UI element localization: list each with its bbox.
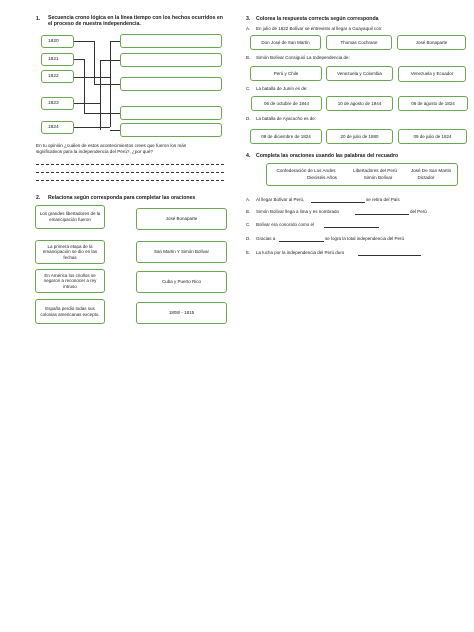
- sentence-text: del Perú: [410, 209, 427, 214]
- word-bank-item: Libertadores del Perú: [353, 168, 397, 173]
- answer-line[interactable]: [36, 172, 224, 173]
- year-box-1822: 1822: [41, 70, 74, 83]
- sentence-blank[interactable]: [324, 227, 379, 228]
- section2-title: Relaciona según corresponda para completar las oraciones: [48, 195, 196, 201]
- word-bank-item: Confederación de Los Andes: [276, 168, 336, 173]
- answer-option[interactable]: Thomas Cochrane: [326, 35, 392, 50]
- event-answer-box[interactable]: [120, 34, 222, 48]
- word-bank-item: Simón Bolívar: [363, 175, 393, 180]
- section1-title-line2: el proceso de nuestra independencia.: [48, 21, 141, 28]
- opinion-line2: significativos para la independencia del Perú?, ¿por qué?: [36, 149, 153, 154]
- section1-title-line1: Secuencia crono lógica en la línea tiempo con los hechos ocurridos en: [48, 15, 223, 21]
- connector-line: [100, 60, 101, 130]
- answer-line[interactable]: [36, 164, 224, 165]
- connector-line: [100, 60, 120, 61]
- question-letter: A.: [246, 26, 251, 31]
- section1-title: [48, 15, 238, 28]
- question-letter: B.: [246, 55, 251, 60]
- sentence-letter: C.: [246, 222, 251, 227]
- sentence-text: se retira del País: [366, 197, 400, 202]
- section3-number: 3.: [246, 16, 251, 22]
- sentence-letter: B.: [246, 209, 251, 214]
- sentence-blank[interactable]: [355, 214, 409, 215]
- sentence-blank[interactable]: [311, 202, 365, 203]
- word-bank-item: Dieciséis Años: [307, 175, 337, 180]
- question-text: En julio de 1822 Bolívar se entrevisto al llegar a Guayaquil con:: [256, 26, 383, 31]
- match-right-box: Cuba y Puerto Rico: [136, 271, 227, 293]
- section3-title: Colorea la respuesta correcta según corresponda: [256, 16, 379, 22]
- section1-number: 1.: [36, 16, 41, 22]
- answer-option[interactable]: 09 de diciembre de 1824: [250, 129, 322, 144]
- word-bank: [266, 163, 458, 186]
- event-answer-box[interactable]: [120, 123, 222, 137]
- year-box-1821: 1821: [41, 53, 74, 66]
- connector-line: [74, 127, 110, 128]
- answer-line[interactable]: [36, 180, 224, 181]
- answer-option[interactable]: Don José de San Martin: [250, 35, 321, 50]
- sentence-text: Bolívar era conocido como el: [256, 222, 315, 227]
- section2-number: 2.: [36, 195, 41, 201]
- question-letter: D.: [246, 116, 251, 121]
- match-right-box: San Martin Y Simón Bolívar: [136, 241, 227, 263]
- connector-line: [110, 41, 120, 42]
- connector-line: [84, 59, 85, 113]
- answer-option[interactable]: 09 de julio de 1824: [398, 129, 467, 144]
- event-answer-box[interactable]: [120, 106, 222, 120]
- answer-option[interactable]: 10 de agosto de 1944: [326, 96, 393, 111]
- question-text: Simón Bolívar Consiguió La Independencia de:: [256, 55, 350, 60]
- question-text: La batalla de Junín es de:: [256, 86, 308, 91]
- match-left-box: Los grandes libertadores de la emancipación fueron: [35, 205, 105, 229]
- question-text: La batalla de Ayacucho es de:: [256, 116, 316, 121]
- section4-number: 4.: [246, 153, 251, 159]
- answer-option[interactable]: 06 de octubre de 1844: [251, 96, 322, 111]
- connector-line: [110, 130, 120, 131]
- event-answer-box[interactable]: [120, 77, 222, 91]
- sentence-text: Simón Bolívar llega a lima y es nombrado: [256, 209, 340, 214]
- sentence-text: La lucha por la independencia del Perú duro: [256, 250, 345, 255]
- answer-option[interactable]: Perú y Chile: [250, 66, 322, 81]
- sentence-text: Al llegar Bolívar al Perú,: [256, 197, 305, 202]
- answer-option[interactable]: Venezuela y Colombia: [326, 66, 393, 81]
- match-left-box: La primera etapa de la emancipación se dio en las fechas: [35, 240, 105, 264]
- match-right-box: 1808/ - 1815: [136, 302, 227, 324]
- year-box-1824: 1824: [41, 121, 74, 134]
- sentence-letter: E.: [246, 250, 251, 255]
- sentence-blank[interactable]: [358, 255, 421, 256]
- connector-line: [94, 84, 120, 85]
- answer-option[interactable]: Venezuela y Ecuador: [398, 66, 466, 82]
- match-left-box: En América los criollos se negaron a reconocer a rey intruso: [35, 269, 105, 293]
- match-right-box: José Bonaparte: [136, 208, 227, 230]
- answer-option[interactable]: 06 de agosto de 1824: [398, 96, 468, 111]
- year-box-1823: 1823: [41, 97, 74, 110]
- connector-line: [74, 103, 100, 104]
- opinion-question: [36, 143, 236, 155]
- sentence-blank[interactable]: [279, 241, 324, 242]
- word-bank-item: José De San Martin: [410, 168, 452, 173]
- connector-line: [74, 41, 94, 42]
- answer-option[interactable]: 20 de julio de 1880: [326, 129, 393, 144]
- answer-option[interactable]: José Bonaparte: [397, 35, 466, 50]
- word-bank-item: Dictador: [417, 175, 435, 180]
- section4-title: Completa las oraciones usando las palabras del recuadro: [256, 153, 399, 159]
- year-box-1820: 1820: [41, 35, 74, 48]
- sentence-text: Gracias a: [256, 236, 276, 241]
- event-answer-box[interactable]: [120, 53, 222, 67]
- sentence-text: se logra la total independencia del Perú: [325, 236, 405, 241]
- sentence-letter: A.: [246, 197, 251, 202]
- sentence-letter: D.: [246, 236, 251, 241]
- connector-line: [74, 59, 84, 60]
- opinion-line1: En tu opinión ¿cuáles de estos acontecimientos crees que fueron los más: [36, 143, 187, 148]
- connector-line: [94, 41, 95, 84]
- question-letter: C.: [246, 86, 251, 91]
- match-left-box: España perdió todas sus colonias americanas excepto.: [35, 299, 105, 324]
- connector-line: [84, 113, 120, 114]
- connector-line: [74, 77, 110, 78]
